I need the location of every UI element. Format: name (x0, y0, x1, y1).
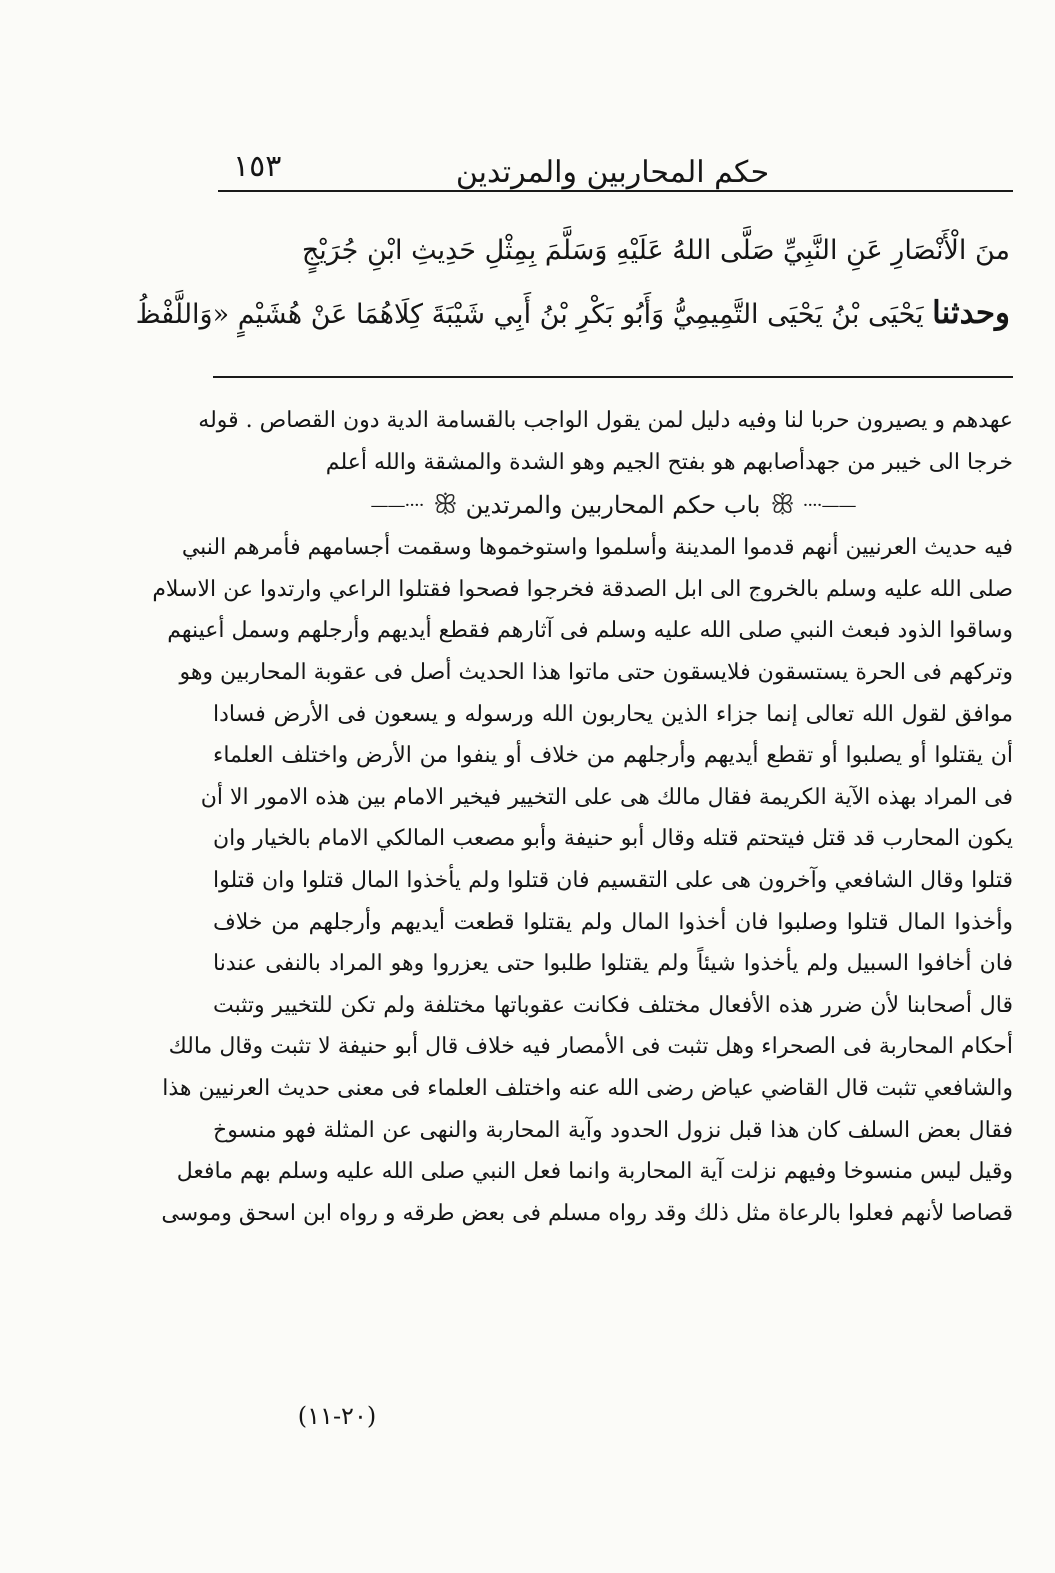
flower-ornament-icon: ꕥ (770, 489, 793, 520)
commentary-line: فان أخافوا السبيل ولم يأخذوا شيئاً ولم يقتلوا طلبوا حتى يعزروا وهو المراد بالنفى عندنا (213, 951, 1013, 977)
header-title: حكم المحاربين والمرتدين (455, 155, 770, 190)
commentary-line: وقيل ليس منسوخا وفيهم نزلت آية المحاربة وانما فعل النبي صلى الله عليه وسلم بهم مافعل (176, 1159, 1013, 1185)
footer-signature: (٢٠-١١) (297, 1402, 377, 1430)
running-header (215, 140, 1010, 190)
hadith-line (135, 282, 1010, 346)
commentary-line: وساقوا الذود فبعث النبي صلى الله عليه وسلم فى آثارهم فقطع أيديهم وأرجلهم وسمل أعينهم (167, 618, 1013, 644)
commentary-line: موافق لقول الله تعالى إنما جزاء الذين يحاربون الله ورسوله و يسعون فى الأرض فسادا (213, 701, 1013, 727)
hadith-lead-word: وحدثنا (932, 295, 1010, 331)
hadith-line (215, 218, 1010, 282)
hadith-line-text: منَ الْأَنْصَارِ عَنِ النَّبِيِّ صَلَّى اللهُ عَلَيْهِ وَسَلَّمَ بِمِثْلِ حَدِيثِ ابْنِ جُرَيْجٍ (301, 235, 1010, 266)
commentary-line: صلى الله عليه وسلم بالخروج الى ابل الصدقة فخرجوا فصحوا فقتلوا الراعي وارتدوا عن الاسلام (152, 576, 1013, 602)
commentary-line: عهدهم و يصيرون حربا لنا وفيه دليل لمن يقول الواجب بالقسامة الدية دون القصاص . قوله (198, 408, 1013, 433)
commentary-line: فقال بعض السلف كان هذا قبل نزول الحدود وآية المحاربة والنهى عن المثلة فهو منسوخ (213, 1117, 1013, 1143)
commentary-line: فيه حديث العرنيين أنهم قدموا المدينة وأسلموا واستوخموها وسقمت أجسامهم فأمرهم النبي (181, 535, 1013, 561)
hadith-text (135, 218, 1010, 346)
commentary-line: وأخذوا المال قتلوا وصلبوا فان أخذوا المال ولم يقتلوا قطعت أيديهم وأرجلهم من خلاف (213, 909, 1013, 935)
commentary-line: قصاصا لأنهم فعلوا بالرعاة مثل ذلك وقد رواه مسلم فى بعض طرقه و رواه ابن اسحق وموسى (161, 1200, 1013, 1226)
commentary-line: والشافعي تثبت قال القاضي عياض رضى الله عنه واختلف العلماء فى معنى حديث العرنيين هذا (162, 1075, 1013, 1101)
commentary-line: أن يقتلوا أو يصلبوا أو تقطع أيديهم وأرجلهم من خلاف أو ينفوا من الأرض واختلف العلماء (213, 743, 1013, 769)
page-number: ١٥٣ (233, 149, 282, 184)
commentary-line: يكون المحارب قد قتل فيتحتم قتله وقال أبو حنيفة وأبو مصعب المالكي الامام بالخيار وان (213, 826, 1013, 852)
commentary-separator-rule (213, 376, 1013, 378)
commentary-line: قال أصحابنا لأن ضرر هذه الأفعال مختلف فكانت عقوباتها مختلفة ولم تكن للتخيير وتثبت (213, 992, 1013, 1018)
commentary-line: قتلوا وقال الشافعي وآخرون هى على التقسيم فان قتلوا ولم يأخذوا المال قتلوا وان قتلوا (213, 867, 1013, 893)
header-rule (218, 190, 1013, 192)
commentary-line: وتركهم فى الحرة يستسقون فلايسقون حتى ماتوا هذا الحديث أصل فى عقوبة المحاربين وهو (179, 659, 1013, 685)
flower-ornament-icon: ꕥ (433, 489, 456, 520)
chapter-heading (213, 483, 1013, 527)
hadith-line-text: يَحْيَى بْنُ يَحْيَى التَّمِيمِيُّ وَأَبُو بَكْرِ بْنُ أَبِي شَيْبَةَ كِلَاهُمَا عَنْ هُشَيْمٍ «وَاللَّفْظُ (135, 299, 924, 330)
heading-dash-left: ····—— (370, 494, 424, 516)
chapter-title: باب حكم المحاربين والمرتدين (465, 491, 761, 520)
heading-dash-right: ——···· (802, 494, 856, 516)
commentary-line: فى المراد بهذه الآية الكريمة فقال مالك هى على التخيير فيخير الامام بين هذه الامور الا أن (200, 784, 1013, 810)
commentary-line: خرجا الى خيبر من جهدأصابهم هو بفتح الجيم وهو الشدة والمشقة والله أعلم (325, 449, 1013, 475)
commentary-text (152, 400, 1013, 1234)
commentary-line: أحكام المحاربة فى الصحراء وهل تثبت فى الأمصار فيه خلاف قال أبو حنيفة لا تثبت وقال مالك (168, 1034, 1013, 1060)
